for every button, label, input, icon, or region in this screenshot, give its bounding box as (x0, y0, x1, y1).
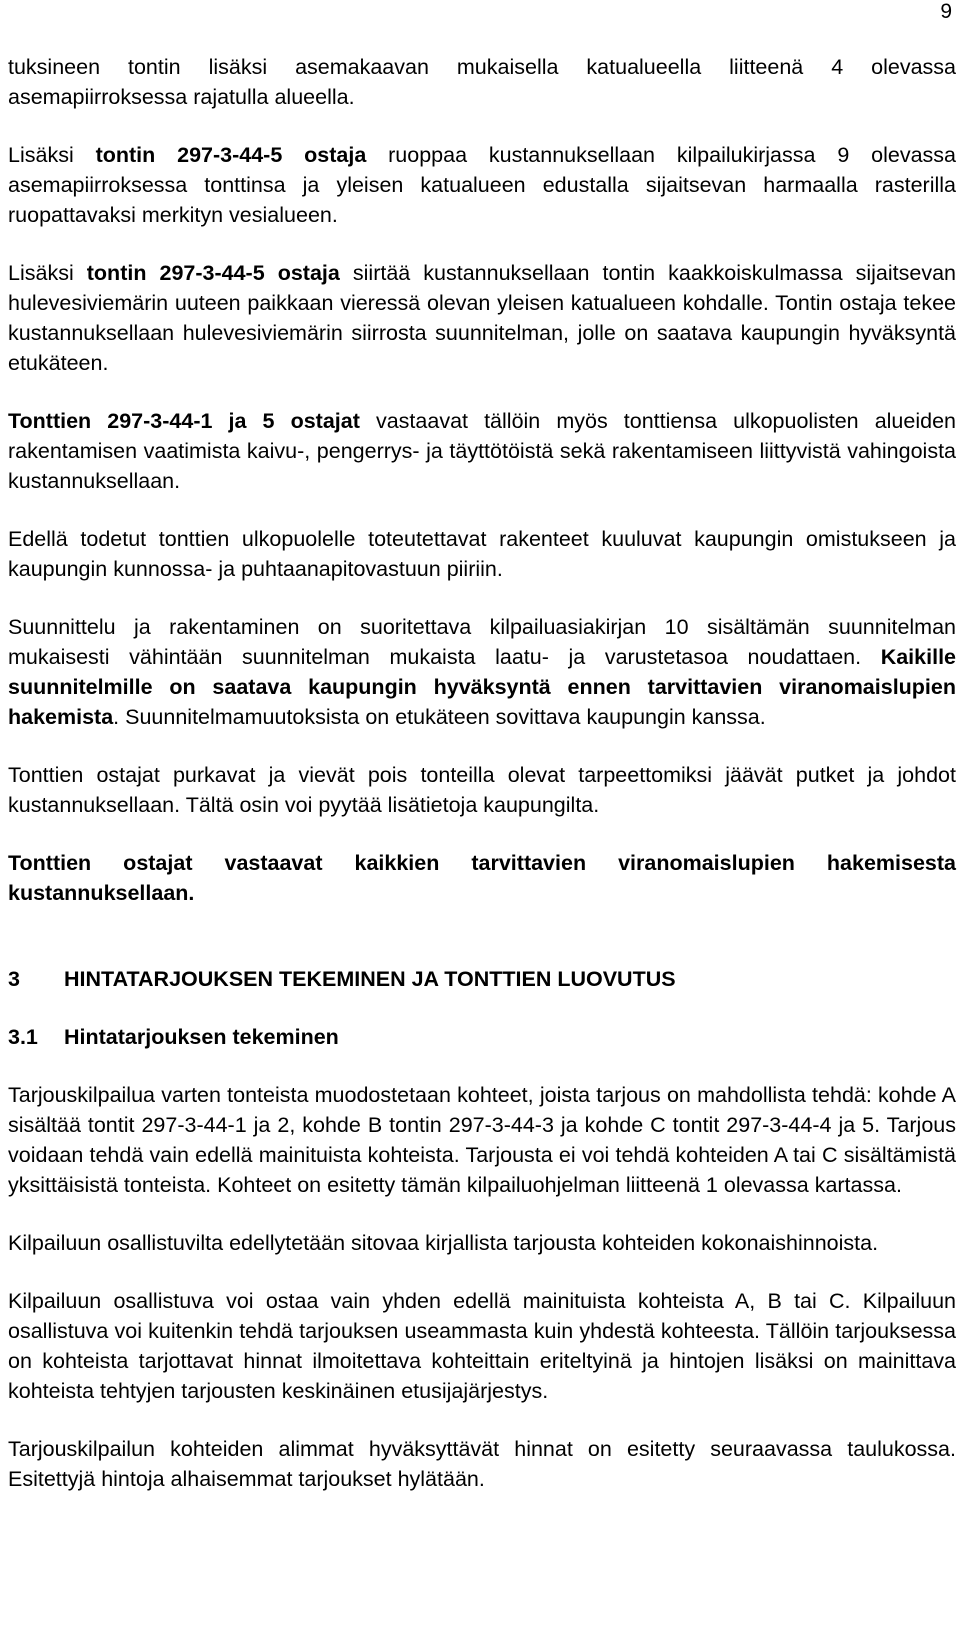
paragraph: Tonttien ostajat purkavat ja vievät pois tonteilla olevat tarpeettomiksi jäävät putket ja johdot kustannuksellaan. Tältä osin voi pyytää lisätietoja kaupungilta. (8, 763, 956, 817)
bold-text: tontin 297-3-44-5 ostaja (95, 143, 367, 167)
text-run: ruoppaa kustannuksellaan kilpailukirjassa 9 olevassa asemapiirroksessa tonttinsa ja yleisen katualueen edustalla sijaitsevan harmaalla rasterilla ruopattavaksi merkityn vesialueen. (8, 143, 956, 227)
paragraph (8, 406, 956, 496)
paragraph: tuksineen tontin lisäksi asemakaavan mukaisella katualueella liitteenä 4 olevassa asemapiirroksessa rajatulla alueella. (8, 55, 956, 109)
section-heading (8, 964, 956, 994)
text-run: Lisäksi (8, 261, 87, 285)
bold-text: tontin 297-3-44-5 ostaja (86, 261, 340, 285)
heading-number: 3.1 (8, 1025, 38, 1049)
heading-title: HINTATARJOUKSEN TEKEMINEN JA TONTTIEN LUOVUTUS (64, 967, 676, 991)
bold-text: Tonttien 297-3-44-1 ja 5 ostajat (8, 409, 360, 433)
bold-text: Kaikille suunnitelmille on saatava kaupungin hyväksyntä ennen tarvittavien viranomaislupien hakemista (8, 645, 956, 729)
paragraph (8, 258, 956, 378)
text-run: vastaavat tällöin myös tonttiensa ulkopuolisten alueiden rakentamisen vaatimista kaivu-, pengerrys- ja täyttötöistä sekä rakentamiseen liittyvistä vahingoista kustannuksellaan. (8, 409, 956, 493)
paragraph: Tarjouskilpailun kohteiden alimmat hyväksyttävät hinnat on esitetty seuraavassa taulukossa. Esitettyjä hintoja alhaisemmat tarjoukset hylätään. (8, 1437, 956, 1491)
document-body (8, 52, 956, 1494)
page-number: 9 (940, 0, 952, 23)
paragraph (8, 612, 956, 732)
heading-title: Hintatarjouksen tekeminen (64, 1025, 339, 1049)
text-run: Lisäksi (8, 143, 96, 167)
text-run: siirtää kustannuksellaan tontin kaakkoiskulmassa sijaitsevan hulevesiviemärin uuteen paikkaan vieressä olevan yleisen katualueen kohdalle. Tontin ostaja tekee kustannuksellaan hulevesiviemärin siirrosta suunnitelman, jolle on saatava kaupungin hyväksyntä etukäteen. (8, 261, 956, 375)
heading-number: 3 (8, 967, 20, 991)
paragraph: Kilpailuun osallistuvilta edellytetään sitovaa kirjallista tarjousta kohteiden kokonaishinnoista. (8, 1231, 879, 1255)
paragraph: Kilpailuun osallistuva voi ostaa vain yhden edellä mainituista kohteista A, B tai C. Kilpailuun osallistuva voi kuitenkin tehdä tarjouksen useammasta kuin yhdestä kohteesta. Tällöin tarjouksessa on kohteista tarjottavat hinnat ilmoitettava kohteittain eriteltyinä ja hintojen lisäksi on mainittava kohteista tehtyjen tarjousten keskinäinen etusijajärjestys. (8, 1289, 956, 1403)
paragraph: Tarjouskilpailua varten tonteista muodostetaan kohteet, joista tarjous on mahdollista tehdä: kohde A sisältää tontit 297-3-44-1 ja 2, kohde B tontin 297-3-44-3 ja kohde C tontit 297-3-44-4 ja 5. Tarjous voidaan tehdä vain edellä mainituista kohteista. Tarjousta ei voi tehdä kohteiden A tai C sisältämistä yksittäisistä tonteista. Kohteet on esitetty tämän kilpailuohjelman liitteenä 1 olevassa kartassa. (8, 1083, 956, 1197)
paragraph (8, 140, 956, 230)
text-run: . Suunnitelmamuutoksista on etukäteen sovittava kaupungin kanssa. (113, 705, 766, 729)
text-run: Suunnittelu ja rakentaminen on suoritettava kilpailuasiakirjan 10 sisältämän suunnitelman mukaisesti vähintään suunnitelman mukaista laatu- ja varustetasoa noudattaen. (8, 615, 956, 669)
bold-text: Tonttien ostajat vastaavat kaikkien tarvittavien viranomaislupien hakemisesta kustannuksellaan. (8, 851, 956, 905)
subsection-heading (8, 1022, 956, 1052)
paragraph (8, 848, 956, 908)
paragraph: Edellä todetut tonttien ulkopuolelle toteutettavat rakenteet kuuluvat kaupungin omistukseen ja kaupungin kunnossa- ja puhtaanapitovastuun piiriin. (8, 527, 956, 581)
